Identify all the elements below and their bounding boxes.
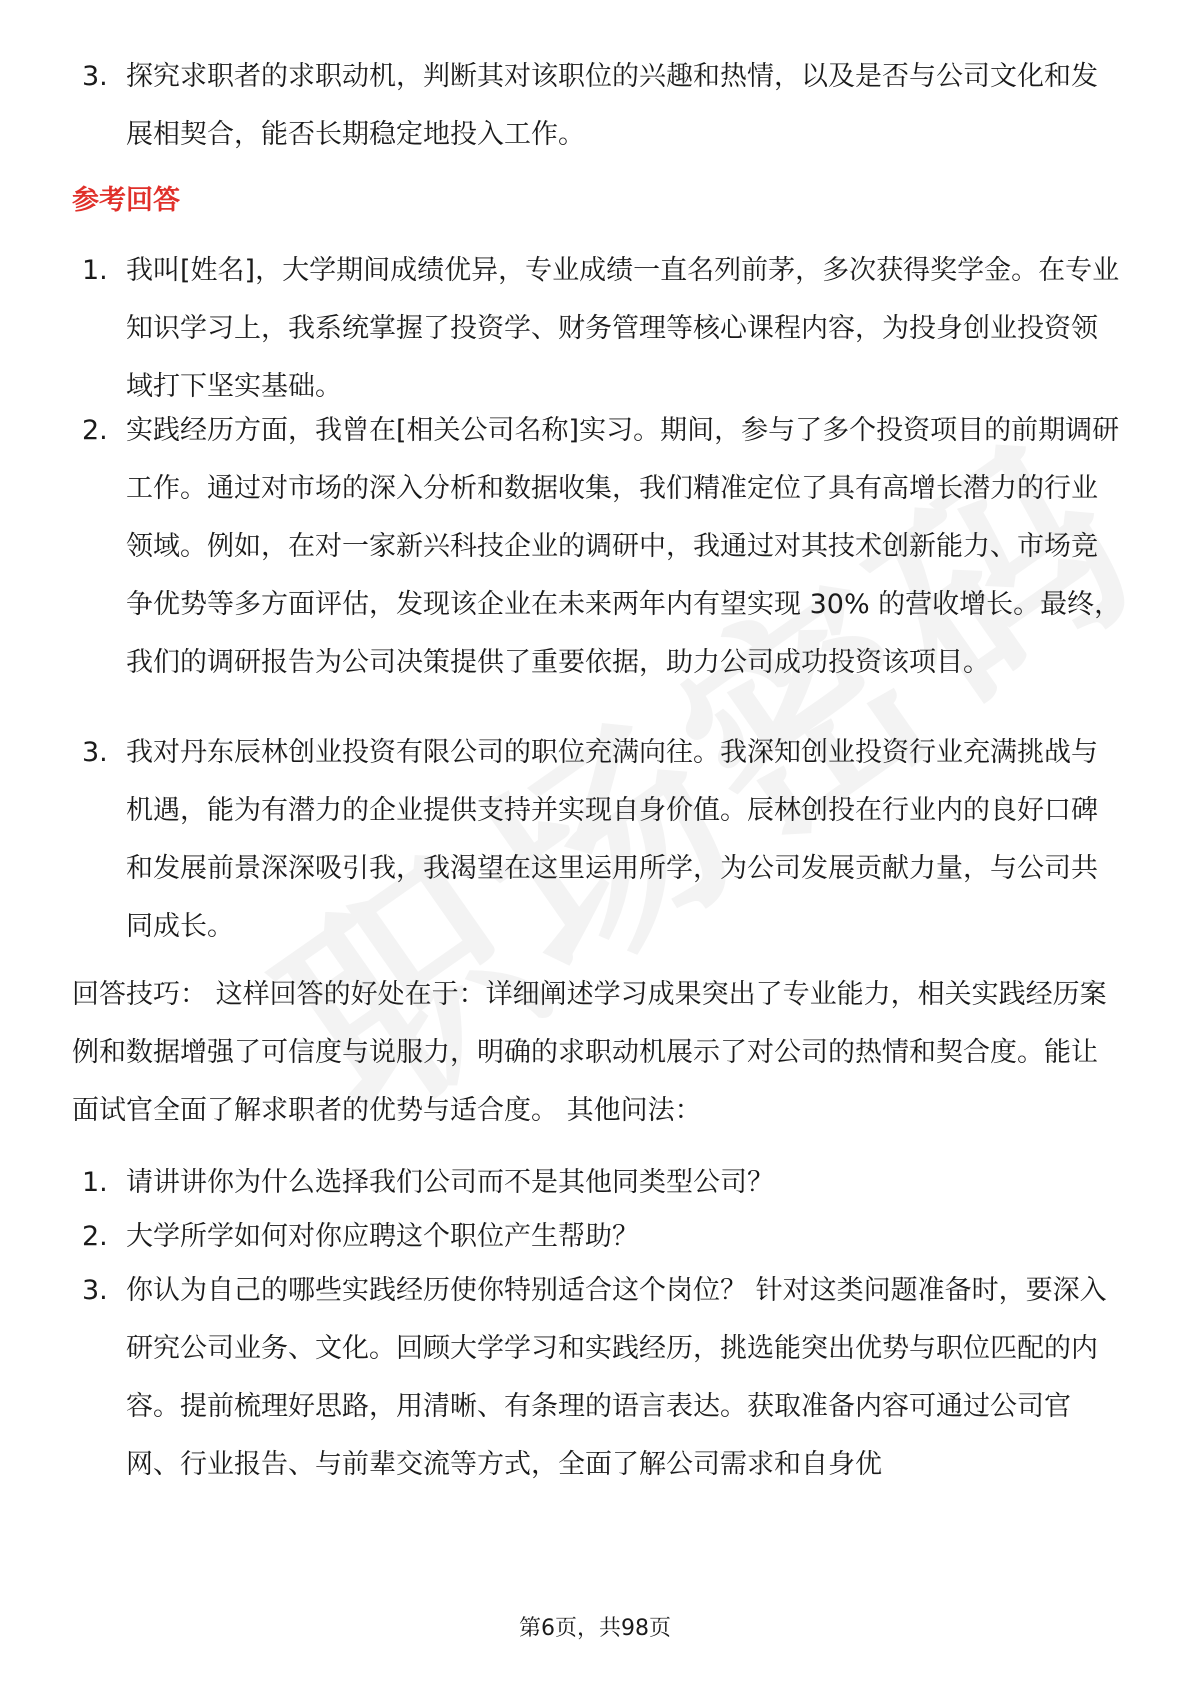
other-question-item: [82, 1262, 1122, 1494]
intro-list-item: [82, 48, 1122, 164]
list-text: 我对丹东辰林创业投资有限公司的职位充满向往。我深知创业投资行业充满挑战与机遇，能为有潜力的企业提供支持并实现自身价值。辰林创投在行业内的良好口碑和发展前景深深吸引我，我渴望在这里运用所学，为公司发展贡献力量，与公司共同成长。: [126, 737, 1098, 942]
list-number: 3.: [82, 1275, 108, 1306]
list-number: 3.: [82, 61, 108, 92]
list-number: 2.: [82, 1221, 108, 1252]
page-number-footer: 第6页，共98页: [519, 1616, 671, 1641]
list-text: 你认为自己的哪些实践经历使你特别适合这个岗位？ 针对这类问题准备时，要深入研究公司业务、文化。回顾大学学习和实践经历，挑选能突出优势与职位匹配的内容。提前梳理好思路，用清晰、有条理的语言表达。获取准备内容可通过公司官网、行业报告、与前辈交流等方式，全面了解公司需求和自身优: [126, 1275, 1107, 1480]
answer-list-item: [82, 242, 1122, 416]
other-question-item: [82, 1154, 1122, 1212]
list-text: 大学所学如何对你应聘这个职位产生帮助？: [126, 1221, 639, 1252]
list-text: 探究求职者的求职动机，判断其对该职位的兴趣和热情，以及是否与公司文化和发展相契合，能否长期稳定地投入工作。: [126, 61, 1098, 150]
list-number: 1.: [82, 255, 108, 286]
list-number: 1.: [82, 1167, 108, 1198]
answer-tips-paragraph: 回答技巧： 这样回答的好处在于：详细阐述学习成果突出了专业能力，相关实践经历案例和数据增强了可信度与说服力，明确的求职动机展示了对公司的热情和契合度。能让面试官全面了解求职者的优势与适合度。 其他问法：: [72, 979, 1107, 1126]
list-text: 我叫[姓名]，大学期间成绩优异，专业成绩一直名列前茅，多次获得奖学金。在专业知识学习上，我系统掌握了投资学、财务管理等核心课程内容，为投身创业投资领域打下坚实基础。: [126, 255, 1120, 402]
answer-list-item: [82, 724, 1122, 956]
list-number: 2.: [82, 415, 108, 446]
list-text: 实践经历方面，我曾在[相关公司名称]实习。期间，参与了多个投资项目的前期调研工作。通过对市场的深入分析和数据收集，我们精准定位了具有高增长潜力的行业领域。例如，在对一家新兴科技企业的调研中，我通过对其技术创新能力、市场竞争优势等多方面评估，发现该企业在未来两年内有望实现 30% 的营收增长。最终，我们的调研报告为公司决策提供了重要依据，助力公司成功投资该项目。: [126, 415, 1122, 678]
section-title-reference-answer: 参考回答: [72, 185, 180, 216]
answer-list-item: [82, 402, 1122, 692]
list-text: 请讲讲你为什么选择我们公司而不是其他同类型公司？: [126, 1167, 774, 1198]
list-number: 3.: [82, 737, 108, 768]
other-question-item: [82, 1208, 1122, 1266]
